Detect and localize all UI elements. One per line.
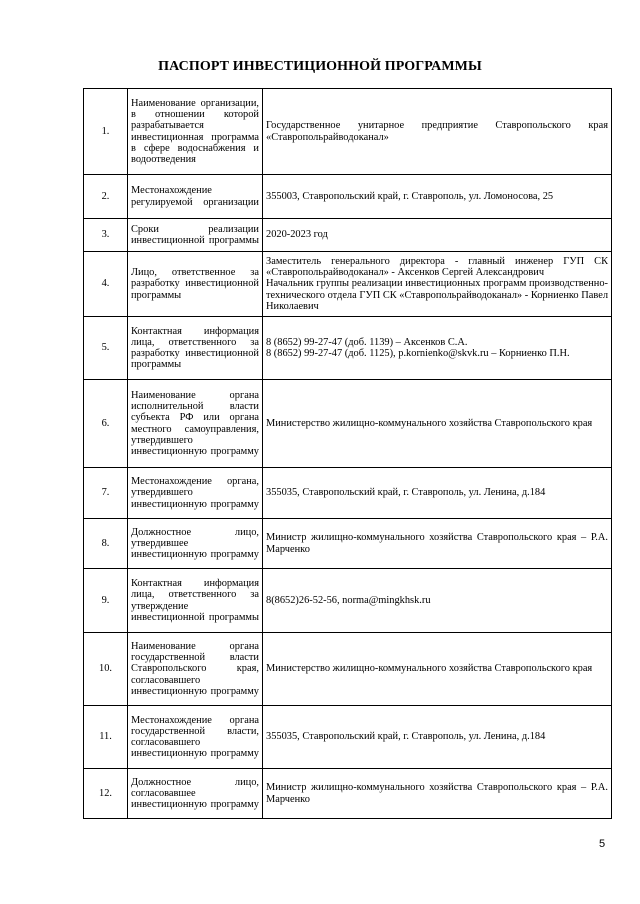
page-number: 5 [599,838,606,850]
value-line: 2020-2023 год [266,229,328,241]
table-row [84,252,612,317]
table-row [84,569,612,633]
row-number: 10. [84,633,128,706]
value-line: Заместитель генерального директора - главный инженер ГУП СК «Ставропольрайводоканал» - Аксенков Сергей Александрович [266,255,608,279]
table-row [84,175,612,219]
value-line: 8 (8652) 99-27-47 (доб. 1125), p.kornienko@skvk.ru – Корниенко П.Н. [266,348,570,359]
value-line: Министерство жилищно-коммунального хозяйства Ставропольского края [266,663,593,675]
row-field-value [263,175,612,219]
row-number: 1. [84,89,128,175]
row-field-value [263,219,612,252]
row-field-name: Наименование организации, в отношении которой разрабатывается инвестиционная программа в сфере водоснабжения и водоотведения [128,89,263,175]
row-number: 11. [84,706,128,769]
row-number: 4. [84,252,128,317]
row-field-value [263,706,612,769]
value-line: Министр жилищно-коммунального хозяйства Ставропольского края – Р.А. Марченко [266,782,608,805]
page-title: ПАСПОРТ ИНВЕСТИЦИОННОЙ ПРОГРАММЫ [158,59,482,74]
row-field-name: Наименование органа исполнительной власти субъекта РФ или органа местного самоуправления, утвердившего инвестиционную программу [128,380,263,468]
row-number: 9. [84,569,128,633]
value-line: Государственное унитарное предприятие Ставропольского края «Ставропольрайводоканал» [266,120,608,143]
row-number: 12. [84,769,128,819]
row-field-name: Должностное лицо, утвердившее инвестиционную программу [128,519,263,569]
row-field-value [263,468,612,519]
value-line: 355003, Ставропольский край, г. Ставрополь, ул. Ломоносова, 25 [266,190,554,202]
table-row [84,633,612,706]
table-row [84,769,612,819]
row-field-value [263,633,612,706]
row-field-name: Лицо, ответственное за разработку инвестиционной программы [128,252,263,317]
row-field-name: Должностное лицо, согласовавшее инвестиционную программу [128,769,263,819]
value-line: Министр жилищно-коммунального хозяйства Ставропольского края – Р.А. Марченко [266,532,608,555]
table-row [84,89,612,175]
row-field-name: Местонахождение регулируемой организации [128,175,263,219]
row-field-name: Наименование органа государственной власти Ставропольского края, согласовавшего инвестиционную программу [128,633,263,706]
row-number: 5. [84,317,128,380]
value-line: 8(8652)26-52-56, norma@mingkhsk.ru [266,594,431,606]
row-number: 3. [84,219,128,252]
value-line: 8 (8652) 99-27-47 (доб. 1139) – Аксенков С.А. [266,336,468,348]
row-number: 2. [84,175,128,219]
row-field-value [263,519,612,569]
table-row [84,219,612,252]
passport-table [83,88,612,819]
row-field-name: Местонахождение органа государственной власти, согласовавшего инвестиционную программу [128,706,263,769]
row-field-name: Контактная информация лица, ответственного за разработку инвестиционной программы [128,317,263,380]
row-number: 6. [84,380,128,468]
table-row [84,519,612,569]
row-field-value [263,89,612,175]
value-line: Начальник группы реализации инвестиционных программ производственно-технического отдела ГУП СК «Ставропольрайводоканал» - Корниенко Павел Николаевич [266,278,608,312]
row-field-value [263,769,612,819]
table-row [84,706,612,769]
row-field-name: Контактная информация лица, ответственного за утверждение инвестиционной программы [128,569,263,633]
value-line: 355035, Ставропольский край, г. Ставрополь, ул. Ленина, д.184 [266,731,546,743]
table-row [84,380,612,468]
row-field-value [263,252,612,317]
row-number: 8. [84,519,128,569]
value-line: Министерство жилищно-коммунального хозяйства Ставропольского края [266,417,593,429]
row-field-value [263,317,612,380]
passport-table-body [84,89,612,819]
row-number: 7. [84,468,128,519]
table-row [84,468,612,519]
row-field-name: Сроки реализации инвестиционной программы [128,219,263,252]
table-row [84,317,612,380]
value-line: 355035, Ставропольский край, г. Ставрополь, ул. Ленина, д.184 [266,487,546,499]
row-field-value [263,380,612,468]
row-field-name: Местонахождение органа, утвердившего инвестиционную программу [128,468,263,519]
row-field-value [263,569,612,633]
